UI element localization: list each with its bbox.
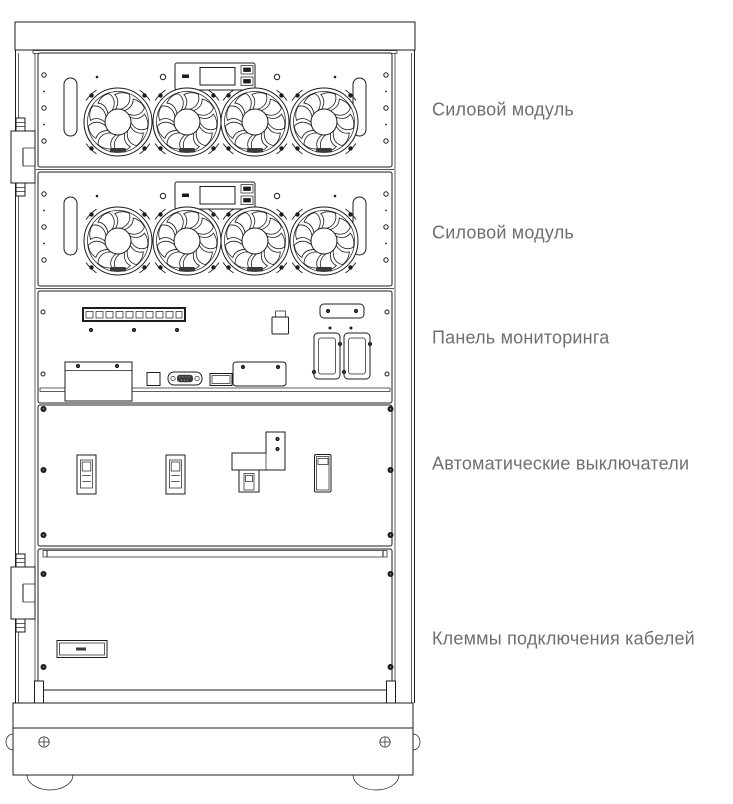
top-cap bbox=[15, 22, 415, 53]
support-post-left bbox=[35, 681, 44, 703]
monitoring-panel bbox=[38, 291, 392, 403]
caster-foot-left bbox=[27, 775, 73, 790]
power-module-2 bbox=[38, 172, 392, 286]
junction-box bbox=[65, 362, 132, 401]
hinge-top bbox=[11, 118, 35, 196]
label-monitoring-panel: Панель мониторинга bbox=[432, 327, 610, 348]
label-cable-terminals: Клеммы подключения кабелей bbox=[432, 628, 695, 649]
label-power-module-1: Силовой модуль bbox=[432, 99, 574, 120]
label-power-module-2: Силовой модуль bbox=[432, 222, 574, 243]
power-module-1 bbox=[38, 53, 392, 167]
caster-foot-right bbox=[353, 775, 399, 790]
base-plinth bbox=[6, 703, 420, 790]
breaker-panel bbox=[38, 405, 394, 546]
rocker-switch bbox=[315, 455, 332, 493]
cable-terminal-panel bbox=[35, 549, 396, 703]
support-post-right bbox=[387, 681, 396, 703]
label-circuit-breakers: Автоматические выключатели bbox=[432, 453, 690, 474]
hinge-bottom bbox=[11, 554, 35, 632]
